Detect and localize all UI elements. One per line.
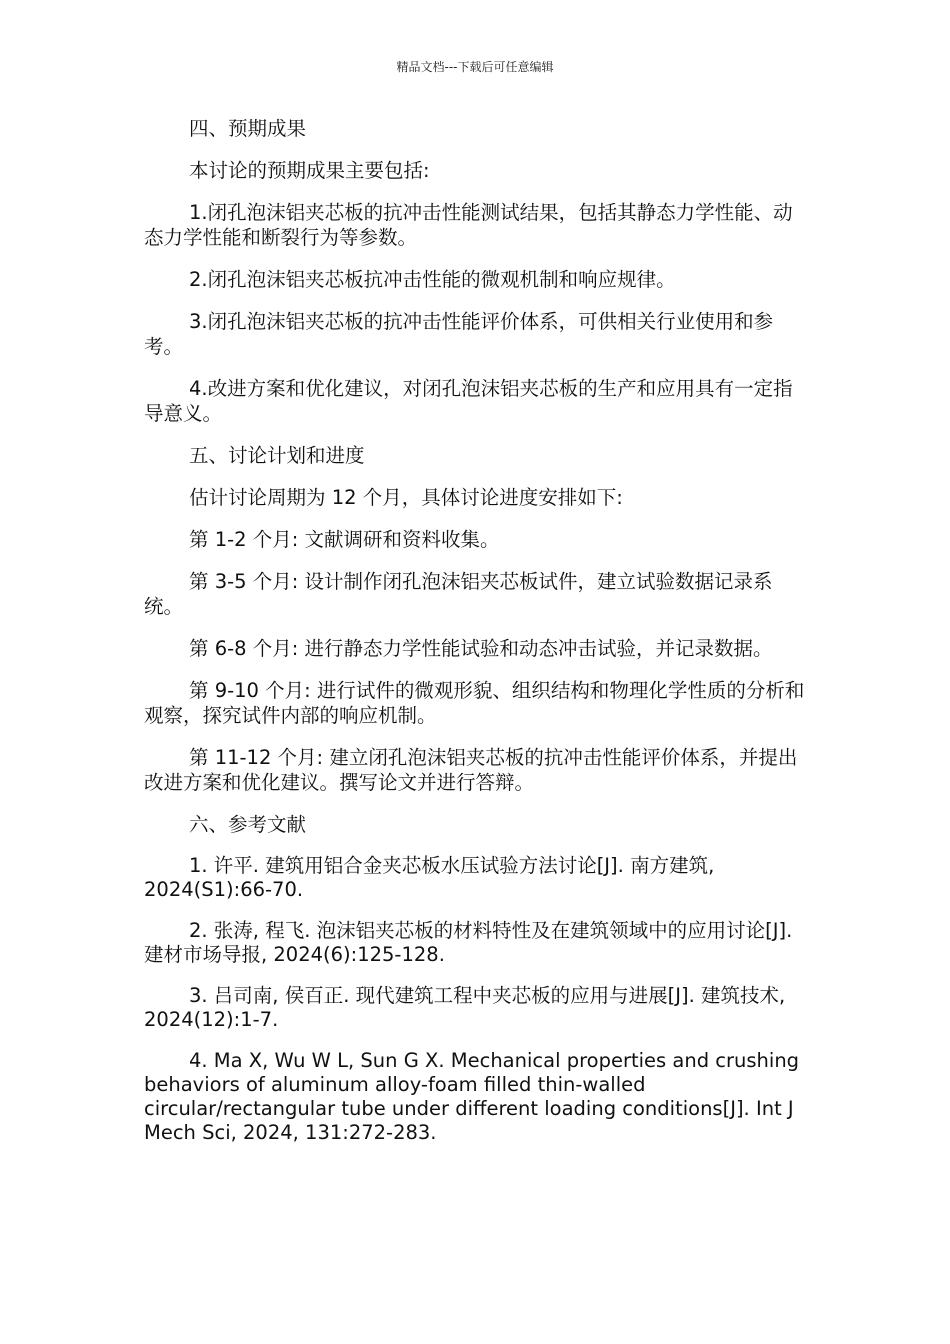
section-intro: 估计讨论周期为 12 个月，具体讨论进度安排如下:: [189, 486, 623, 509]
schedule-item: 第 9-10 个月: 进行试件的微观形貌、组织结构和物理化学性质的分析和观察，探究试件内部的响应机制。: [144, 679, 805, 727]
reference-item: 3. 吕司南, 侯百正. 现代建筑工程中夹芯板的应用与进展[J]. 建筑技术, 2024(12):1-7.: [144, 984, 786, 1031]
schedule-item: 第 11-12 个月: 建立闭孔泡沫铝夹芯板的抗冲击性能评价体系，并提出改进方案和优化建议。撰写论文并进行答辩。: [144, 746, 798, 794]
page-header-note: 精品文档---下载后可任意编辑: [396, 60, 554, 74]
section-heading-references: 六、参考文献: [189, 813, 307, 836]
schedule-item: 第 1-2 个月: 文献调研和资料收集。: [189, 528, 500, 551]
section-intro: 本讨论的预期成果主要包括:: [189, 159, 430, 182]
reference-item: 2. 张涛, 程飞. 泡沫铝夹芯板的材料特性及在建筑领域中的应用讨论[J]. 建材市场导报, 2024(6):125-128.: [144, 919, 793, 966]
list-item: 3.闭孔泡沫铝夹芯板的抗冲击性能评价体系，可供相关行业使用和参考。: [144, 310, 774, 358]
list-item: 2.闭孔泡沫铝夹芯板抗冲击性能的微观机制和响应规律。: [189, 268, 676, 291]
list-item: 4.改进方案和优化建议，对闭孔泡沫铝夹芯板的生产和应用具有一定指导意义。: [144, 377, 793, 425]
section-heading-plan-progress: 五、讨论计划和进度: [189, 444, 365, 467]
list-item: 1.闭孔泡沫铝夹芯板的抗冲击性能测试结果，包括其静态力学性能、动态力学性能和断裂行为等参数。: [144, 201, 793, 249]
section-heading-expected-results: 四、预期成果: [189, 117, 307, 140]
document-body: [144, 116, 808, 1162]
schedule-item: 第 3-5 个月: 设计制作闭孔泡沫铝夹芯板试件，建立试验数据记录系统。: [144, 570, 773, 618]
schedule-item: 第 6-8 个月: 进行静态力学性能试验和动态冲击试验，并记录数据。: [189, 637, 773, 660]
reference-item: 4. Ma X, Wu W L, Sun G X. Mechanical properties and crushing behaviors of aluminum alloy-foam filled thin-walled circular/rectangular tube under different loading conditions[J]. Int J Mech Sci, 2024, 131:272-283.: [144, 1049, 800, 1144]
reference-item: 1. 许平. 建筑用铝合金夹芯板水压试验方法讨论[J]. 南方建筑, 2024(S1):66-70.: [144, 854, 715, 901]
